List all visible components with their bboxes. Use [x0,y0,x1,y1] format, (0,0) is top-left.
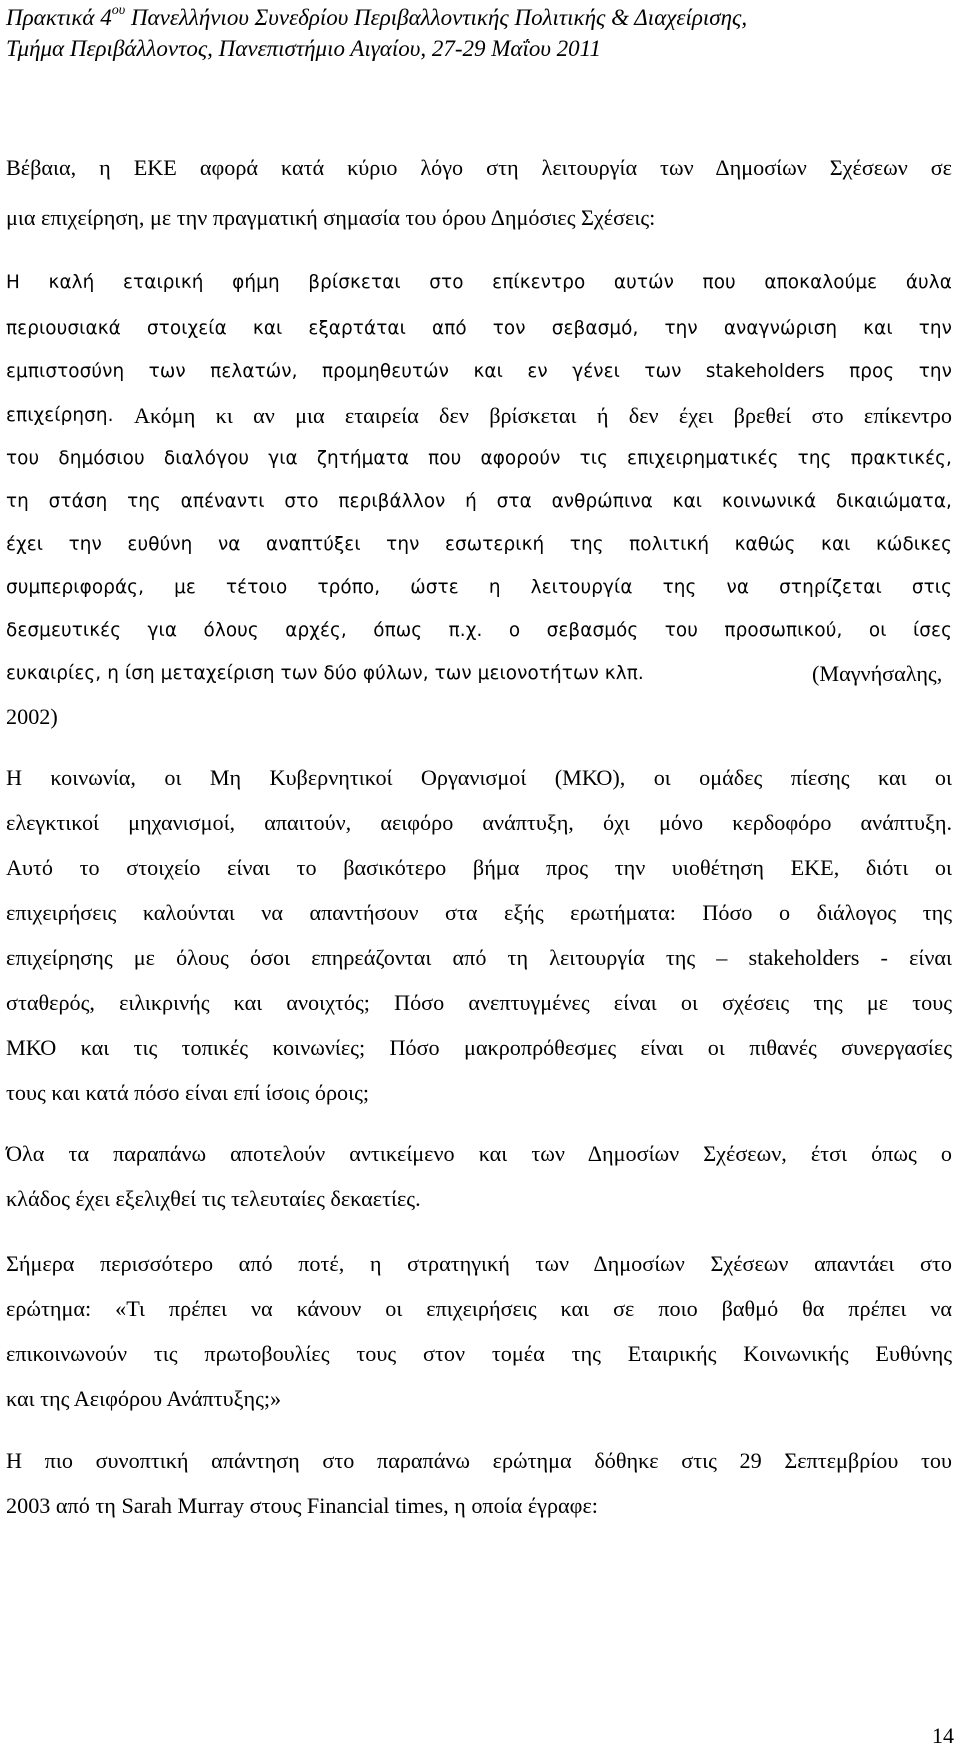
text-line: επιχειρήσεις καλούνται να απαντήσουν στα εξής ερωτήματα: Πόσο ο διάλογος της [6,900,952,925]
text-line: ευκαιρίες, η ίση μεταχείριση των δύο φύλων, των μειονοτήτων κλπ. [6,663,644,684]
text-line: (Μαγνήσαλης, [812,661,943,686]
text-line: μια επιχείρηση, με την πραγματική σημασία του όρου Δημόσιες Σχέσεις: [6,205,656,230]
text-line: τους και κατά πόσο είναι επί ίσοις όροις; [6,1080,370,1105]
text-line: επιχείρηση. [6,405,114,426]
text-line: επικοινωνούν τις πρωτοβουλίες τους στον τομέα της Εταιρικής Κοινωνικής Ευθύνης [6,1341,952,1366]
text-line: συμπεριφοράς, με τέτοιο τρόπο, ώστε η λειτουργία της να στηρίζεται στις [6,577,952,598]
text-line: έχει την ευθύνη να αναπτύξει την εσωτερική της πολιτική καθώς και κώδικες [6,534,952,555]
text-line: ερώτημα: «Τι πρέπει να κάνουν οι επιχειρήσεις και σε ποιο βαθμό θα πρέπει να [6,1296,952,1321]
header-line-1: Πρακτικά $4^{o\upsilon}$ Πανελλήνιου Συνεδρίου Περιβαλλοντικής Πολιτικής & Διαχείρισης, [6,3,748,30]
text-line: Βέβαια, η ΕΚΕ αφορά κατά κύριο λόγο στη λειτουργία των Δημοσίων Σχέσεων σε [6,155,952,180]
text-line: Ακόμη κι αν μια εταιρεία δεν βρίσκεται ή δεν έχει βρεθεί στο επίκεντρο [134,403,952,428]
text-line: Σήμερα περισσότερο από ποτέ, η στρατηγική των Δημοσίων Σχέσεων απαντάει στο [6,1251,952,1276]
text-line: επιχείρησης με όλους όσοι επηρεάζονται από τη λειτουργία της – stakeholders - είναι [6,945,952,970]
text-line: Η πιο συνοπτική απάντηση στο παραπάνω ερώτημα δόθηκε στις 29 Σεπτεμβρίου του [6,1448,952,1473]
text-line: κλάδος έχει εξελιχθεί τις τελευταίες δεκαετίες. [6,1186,421,1211]
text-line: 2002) [6,704,58,729]
text-line: Η καλή εταιρική φήμη βρίσκεται στο επίκεντρο αυτών που αποκαλούμε άυλα [6,272,952,293]
header-line-2: Τμήμα Περιβάλλοντος, Πανεπιστήμιο Αιγαίου, 27-29 Μαΐου 2011 [6,36,601,61]
page-number: 14 [932,1723,954,1748]
text-line: ΜΚΟ και τις τοπικές κοινωνίες; Πόσο μακροπρόθεσμες είναι οι πιθανές συνεργασίες [6,1035,952,1060]
text-line: 2003 από τη Sarah Murray στους Financial times, η οποία έγραφε: [6,1493,598,1518]
text-line: δεσμευτικές για όλους αρχές, όπως π.χ. ο σεβασμός του προσωπικού, οι ίσες [6,620,952,641]
text-line: Η κοινωνία, οι Μη Κυβερνητικοί Οργανισμοί (ΜΚΟ), οι ομάδες πίεσης και οι [6,765,952,790]
text-line: Όλα τα παραπάνω αποτελούν αντικείμενο και των Δημοσίων Σχέσεων, έτσι όπως ο [6,1141,952,1166]
text-line: περιουσιακά στοιχεία και εξαρτάται από τον σεβασμό, την αναγνώριση και την [6,318,952,339]
text-line: Αυτό το στοιχείο είναι το βασικότερο βήμα προς την υιοθέτηση ΕΚΕ, διότι οι [6,855,952,880]
text-line: του δημόσιου διαλόγου για ζητήματα που αφορούν τις επιχειρηματικές της πρακτικές, [6,448,952,469]
text-line: και της Αειφόρου Ανάπτυξης;» [6,1386,282,1411]
text-line: ελεγκτικοί μηχανισμοί, απαιτούν, αειφόρο ανάπτυξη, όχι μόνο κερδοφόρο ανάπτυξη. [6,810,952,835]
text-line: τη στάση της απέναντι στο περιβάλλον ή στα ανθρώπινα και κοινωνικά δικαιώματα, [6,491,952,512]
text-line: εμπιστοσύνη των πελατών, προμηθευτών και εν γένει των stakeholders προς την [6,361,952,382]
page-header [6,2,946,64]
text-line: σταθερός, ειλικρινής και ανοιχτός; Πόσο ανεπτυγμένες είναι οι σχέσεις της με τους [6,990,952,1015]
